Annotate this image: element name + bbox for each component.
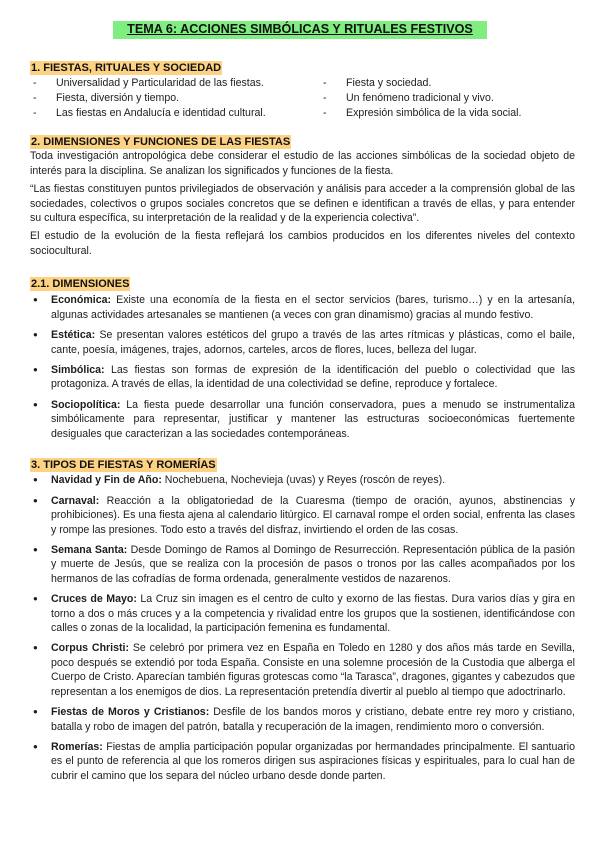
list-item: - Fiesta y sociedad. <box>323 77 432 90</box>
title-wrap <box>0 21 600 39</box>
list-item: ● Navidad y Fin de Año: Nochebuena, Nochevieja (uvas) y Reyes (roscón de reyes). <box>30 473 575 487</box>
list-item: - Fiesta, diversión y tiempo. <box>33 92 180 104</box>
section-3 <box>30 458 575 783</box>
list-item: ● Económica: Existe una economía de la fiesta en el sector servicios (bares, turismo…) y en la artesanía, algunas actividades artesanales se mantienen (a veces con gran dinamismo) gracias al mundo festivo. <box>30 293 575 322</box>
list-item: ● Cruces de Mayo: La Cruz sin imagen es el centro de culto y exorno de las fiestas. Dura varios días y gira en torno a dos o más cruces y a la competencia y rivalidad entre los grupos que la sostienen, identificándose con calles o zonas de la localidad, la participación femenina es fundamental. <box>30 592 575 635</box>
list-item: ● Fiestas de Moros y Cristianos: Desfile de los bandos moros y cristiano, debate entre rey moro y cristiano, batalla y robo de imagen del patrón, batalla y recuperación de la imagen, rendimiento moro o conversión. <box>30 705 575 734</box>
list-item: - Universalidad y Particularidad de las fiestas. <box>33 77 264 90</box>
list-item: ● Sociopolítica: La fiesta puede desarrollar una función conservadora, pues a menudo se instrumentaliza simbólicamente para representar, justificar y mantener las estructuras socioeconómicas fuertemente desiguales que caracterizan a las sociedades contemporáneas. <box>30 398 575 441</box>
section-2-1 <box>30 277 575 441</box>
section-2-heading: 2. DIMENSIONES Y FUNCIONES DE LAS FIESTAS <box>31 136 291 148</box>
paragraph: El estudio de la evolución de la fiesta reflejará los cambios producidos en los diferentes niveles del contexto sociocultural. <box>30 230 575 257</box>
paragraph: Toda investigación antropológica debe considerar el estudio de las acciones simbólicas de la sociedad objeto de interés para la disciplina. Se analizan los significados y funciones de la fiesta. <box>30 150 575 177</box>
festivals-list <box>30 473 575 783</box>
list-item: ● Simbólica: Las fiestas son formas de expresión de la identificación del pueblo o colectividad que las protagoniza. A través de ellas, la identidad de una colectividad se define, reproduce y fortalece. <box>30 363 575 392</box>
section-1-heading: 1. FIESTAS, RITUALES Y SOCIEDAD <box>31 62 222 74</box>
dimensions-list <box>30 293 575 441</box>
section-1-columns <box>30 76 575 120</box>
section-3-heading: 3. TIPOS DE FIESTAS Y ROMERÍAS <box>31 459 216 471</box>
list-item: ● Romerías: Fiestas de amplia participación popular organizadas por hermandades principalmente. El santuario es el punto de referencia al que los romeros dirigen sus aspiraciones físicas y espirituales, para lo cual han de cubrir el camino que los separa del núcleo urbano desde donde parten. <box>30 740 575 783</box>
section-1 <box>30 61 575 120</box>
list-item: ● Estética: Se presentan valores estéticos del grupo a través de las artes rítmicas y plásticas, como el baile, cante, poesía, imágenes, trajes, adornos, carteles, arcos de flores, luces, belleza del lugar. <box>30 328 575 357</box>
list-item: ● Carnaval: Reacción a la obligatoriedad de la Cuaresma (tiempo de oración, ayunos, abstinencias y prohibiciones). Es una fiesta ajena al calendario litúrgico. El carnaval rompe el orden social, enfrenta las clases y rompe las presiones. Todo esto a través del disfraz, invirtiendo el orden de las cosas. <box>30 494 575 537</box>
section-1-col-2 <box>320 76 575 120</box>
list-item: - Un fenómeno tradicional y vivo. <box>323 92 494 104</box>
list-item: - Las fiestas en Andalucía e identidad cultural. <box>33 106 266 119</box>
section-1-col-1 <box>30 76 320 120</box>
quote-paragraph: “Las fiestas constituyen puntos privilegiados de observación y análisis para acceder a la comprensión global de las sociedades, colectivos o grupos sociales concretos que se definen e identifican a través de ellas, y para entender su cultura específica, su interpretación de la realidad y de la experiencia colectiva”. <box>30 183 575 225</box>
document-title: TEMA 6: ACCIONES SIMBÓLICAS Y RITUALES FESTIVOS <box>113 21 487 39</box>
list-item: ● Corpus Christi: Se celebró por primera vez en España en Toledo en 1280 y dos años más tarde en Sevilla, poco después se extendió por toda España. Consiste en una solemne procesión de la Custodia que alberga el Cuerpo de Cristo. Aparecían también figuras grotescas como “la Tarasca”, dragones, gigantes y cabezudos que representan a los enemigos de dios. La representación pretendía divertir al pueblo al tiempo que adoctrinarlo. <box>30 641 575 699</box>
section-2 <box>30 135 575 258</box>
section-2-1-heading: 2.1. DIMENSIONES <box>31 278 130 290</box>
list-item: ● Semana Santa: Desde Domingo de Ramos al Domingo de Resurrección. Representación pública de la pasión y muerte de Jesús, que se realiza con la procesión de pasos o tronos por las calles acompañados por los hermanos de las cofradías de forma ordenada, generalmente vestidos de nazarenos. <box>30 543 575 586</box>
list-item: - Expresión simbólica de la vida social. <box>323 106 522 119</box>
